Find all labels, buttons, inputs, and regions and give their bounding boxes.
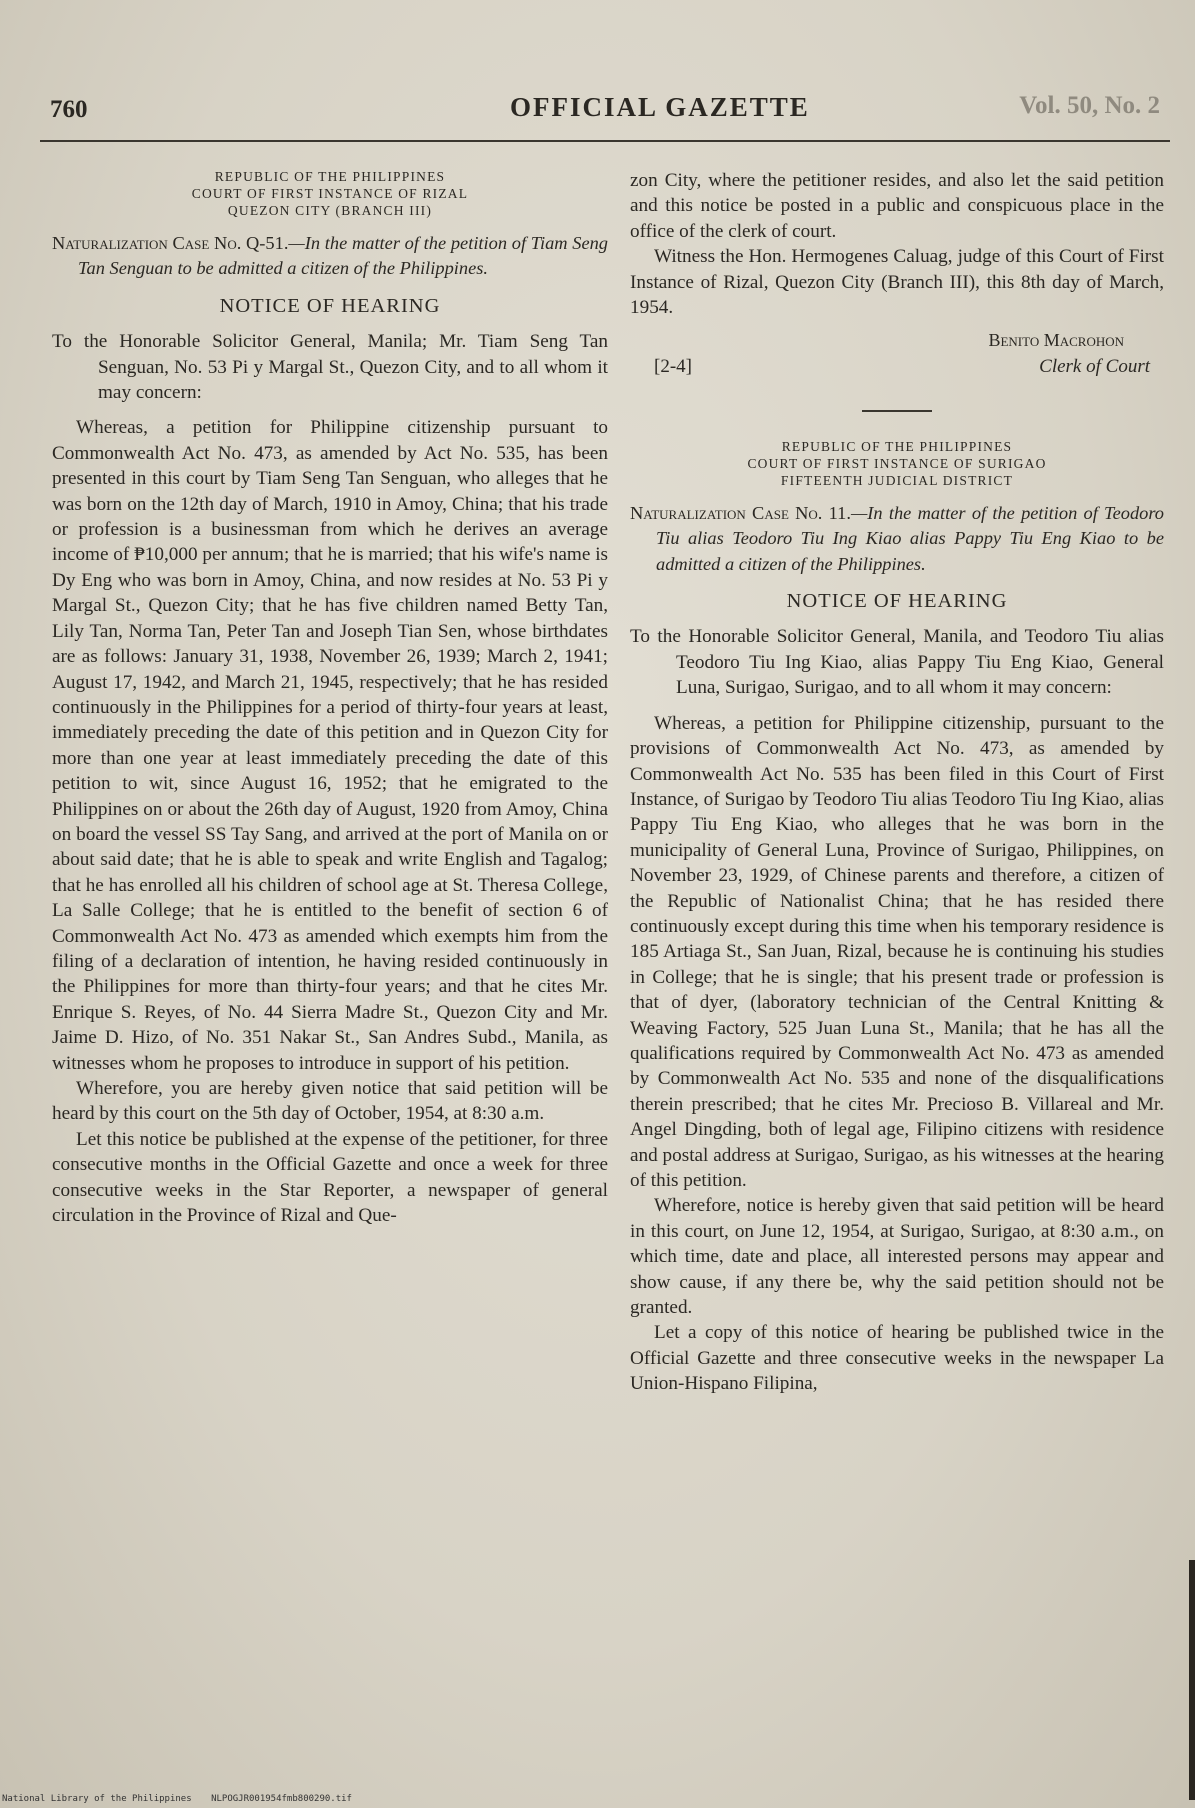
publication-title: OFFICIAL GAZETTE [510,92,810,122]
volume-label: Vol. 50, No. 2 [1019,92,1160,119]
page-header [40,92,1180,132]
court-heading [52,168,608,219]
court-line: REPUBLIC OF THE PHILIPPINES [214,169,446,184]
paragraph-wherefore: Wherefore, notice is hereby given that said petition will be heard in this court, on June 12, 1954, at Surigao, Surigao, at 8:30 a.m., on which time, date and place, all interested persons may appear and show cause, if any there be, why the said petition should not be granted. [630,1195,1164,1319]
right-column [630,168,1164,1397]
notice-address: To the Honorable Solicitor General, Manila; Mr. Tiam Seng Tan Senguan, No. 53 Pi y Margal St., Quezon City, and to all whom it may concern: [52,331,608,404]
signature-row [630,354,1164,382]
page-number: 760 [50,96,88,123]
left-column [52,168,608,1228]
notice-address: To the Honorable Solicitor General, Manila, and Teodoro Tiu alias Teodoro Tiu Ing Kiao, alias Pappy Tiu Eng Kiao, General Luna, Surigao, Surigao, and to all whom it may concern: [630,626,1164,699]
paragraph-whereas: Whereas, a petition for Philippine citizenship, pursuant to the provisions of Commonwealth Act No. 473, as amended by Commonwealth Act No. 535 has been filed in this Court of First Instance, of Surigao by Teodoro Tiu alias Teodoro Tiu Ing Kiao, alias Pappy Tiu Eng Kiao, who alleges that he was born in the municipality of General Luna, Province of Surigao, Philippines, on November 23, 1929, of Chinese parents and therefore, a citizen of the Republic of Nationalist China; that he has resided there continuously except during this time when his temporary residence is 185 Artiaga St., San Juan, Rizal, because he is continuing his studies in College; that he is single; that his present trade or profession is that of dyer, (laboratory technician of the Central Knitting & Weaving Factory, 525 Juan Luna St., Manila; that he has all the qualifications required by Commonwealth Act No. 473 as amended by Commonwealth Act No. 535 and none of the disqualifications therein prescribed; that he cites Mr. Precioso B. Villareal and Mr. Angel Dingding, both of legal age, Filipino citizens with residence and postal address at Surigao, Surigao, as his witnesses at the hearing of this petition. [630,712,1164,1191]
signatory-name: Benito Macrohon [988,330,1124,351]
case-text: —In the matter of the petition of Teodoro Tiu alias Teodoro Tiu Ing Kiao alias Pappy Tiu Eng Kiao to be admitted a citizen of the Philippines. [656,502,1165,574]
court-heading [630,438,1164,489]
notice-title: NOTICE OF HEARING [786,590,1008,613]
court-line: REPUBLIC OF THE PHILIPPINES [781,438,1013,454]
court-line: FIFTEENTH JUDICIAL DISTRICT [780,472,1014,488]
notice-title: NOTICE OF HEARING [219,294,441,317]
paragraph-continuation: zon City, where the petitioner resides, and also let the said petition and this notice be posted in a public and conspicuous place in the office of the clerk of court. [630,170,1164,242]
scan-footer [2,1794,366,1804]
case-text: —In the matter of the petition of Tiam Seng Tan Senguan to be admitted a citizen of the Philippines. [78,233,608,279]
case-label: Naturalization Case No. 11. [630,502,851,523]
library-credit: National Library of the Philippines [2,1794,192,1804]
court-line: COURT OF FIRST INSTANCE OF RIZAL [191,186,469,201]
file-name: NLPOGJR001954fmb800290.tif [211,1794,352,1804]
paragraph-publication: Let a copy of this notice of hearing be published twice in the Official Gazette and three consecutive weeks in the newspaper La Union-Hispano Filipina, [630,1322,1164,1395]
paragraph-publication: Let this notice be published at the expense of the petitioner, for three consecutive months in the Official Gazette and once a week for three consecutive weeks in the Star Reporter, a newspaper of general circulation in the Province of Rizal and Que- [52,1128,608,1227]
case-caption [630,501,1164,577]
case-caption [52,231,608,282]
signatory-title: Clerk of Court [1039,355,1150,377]
paragraph-whereas: Whereas, a petition for Philippine citizenship pursuant to Commonwealth Act No. 473, as amended by Act No. 535, has been presented in this court by Tiam Seng Tan Senguan, who alleges that he was born on the 12th day of March, 1910 in Amoy, China; that his trade or profession is a businessman from which he derives an average income of ₱10,000 per annum; that he is married; that his wife's name is Dy Eng who was born in Amoy, China, and now resides at No. 53 Pi y Margal St., Quezon City; that he has five children named Betty Tan, Lily Tan, Norma Tan, Peter Tan and Joseph Tian Sen, whose birthdates are as follows: January 31, 1938, November 26, 1939; March 2, 1941; August 17, 1942, and March 21, 1945, respectively; that he has resided continuously in the Philippines for a period of thirty-four years at least, immediately preceding the date of this petition and in Quezon City for more than one year at least immediately preceding the date of this petition to wit, since August 16, 1952; that he emigrated to the Philippines on or about the 26th day of August, 1920 from Amoy, China on board the vessel SS Tay Sang, and arrived at the port of Manila on or about said date; that he is able to speak and write English and Tagalog; that he has enrolled all his children of school age at St. Theresa College, La Salle College; that he is entitled to the benefit of section 6 of Commonwealth Act No. 473 as amended which exempts him from the filing of a declaration of intention, he having resided continuously in the Philippines for more than thirty-four years; and that he cites Mr. Enrique S. Reyes, of No. 44 Sierra Madre St., Quezon City and Mr. Jaime D. Hizo, of No. 351 Nakar St., San Andres Subd., Manila, as witnesses whom he proposes to introduce in support of his petition. [52,417,608,1074]
page-edge-shadow [1189,1560,1195,1800]
notice-divider [862,410,932,412]
signature-block [630,328,1164,381]
publication-reference: [2-4] [654,355,692,377]
court-line: COURT OF FIRST INSTANCE OF SURIGAO [747,455,1047,471]
paragraph-witness: Witness the Hon. Hermogenes Caluag, judge of this Court of First Instance of Rizal, Quezon City (Branch III), this 8th day of March, 1954. [630,246,1164,319]
court-line: QUEZON CITY (BRANCH III) [227,203,433,218]
case-label: Naturalization Case No. Q-51. [52,233,289,253]
paragraph-wherefore: Wherefore, you are hereby given notice that said petition will be heard by this court on the 5th day of October, 1954, at 8:30 a.m. [52,1078,608,1125]
header-rule [40,140,1170,142]
